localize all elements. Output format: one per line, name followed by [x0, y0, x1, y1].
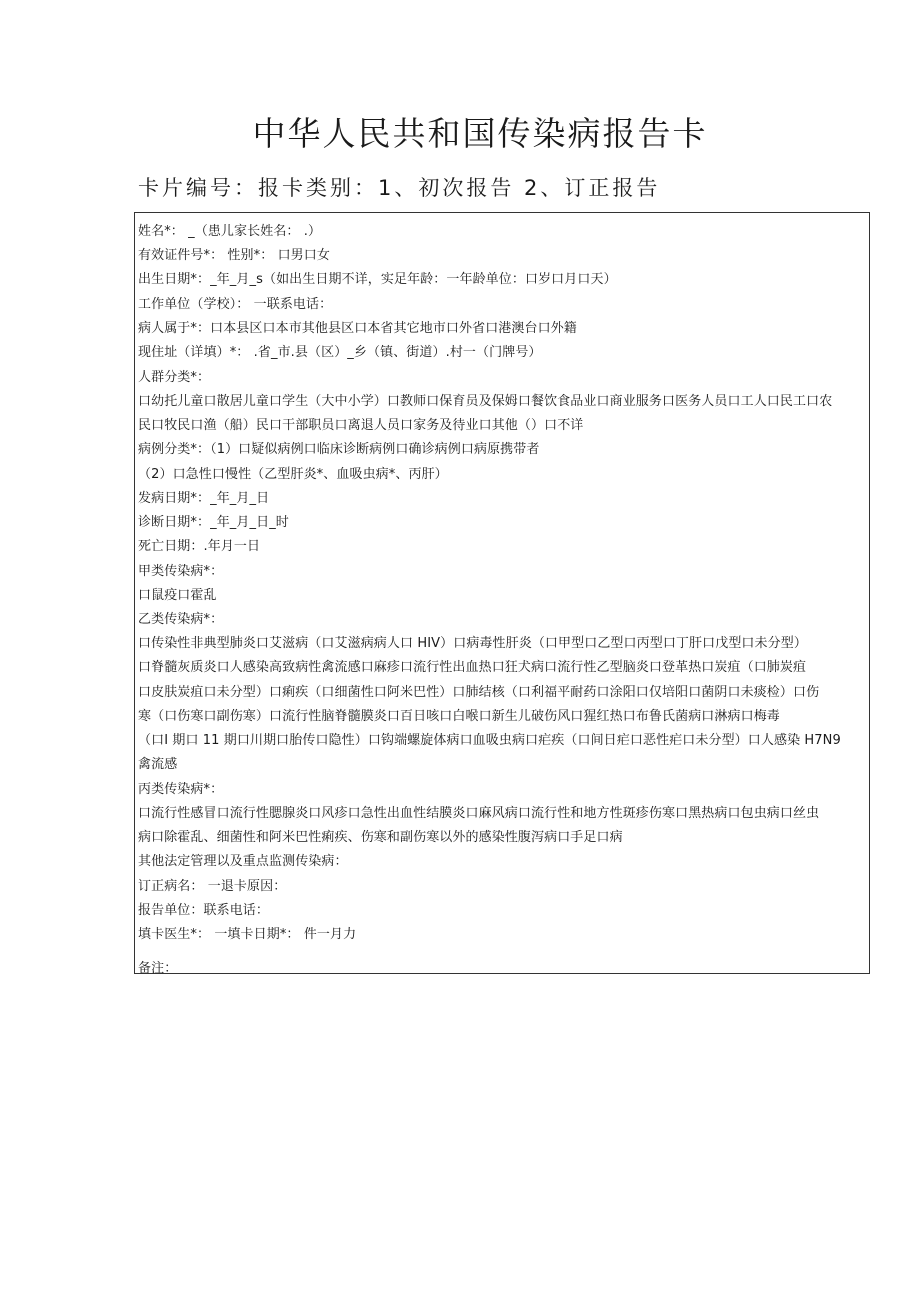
- form-line-case-class-1: 病例分类*：（1）口疑似病例口临床诊断病例口确诊病例口病原携带者: [138, 442, 540, 457]
- form-line-class-c-label: 丙类传染病*：: [138, 782, 224, 797]
- form-line-class-b-label: 乙类传染病*：: [138, 612, 224, 627]
- form-line-workplace: 工作单位（学校）： 一联系电话：: [138, 297, 333, 312]
- card-title: 中华人民共和国传染病报告卡: [252, 114, 708, 153]
- form-line-other-diseases: 其他法定管理以及重点监测传染病：: [138, 854, 348, 869]
- form-line-address: 现住址（详填）*： .省_市.县（区）_乡（镇、街道）.村一（门牌号）: [138, 345, 542, 360]
- form-line-birth-date: 出生日期*：_年_月_s（如出生日期不详，实足年龄：一年龄单位：口岁口月口天）: [138, 272, 617, 287]
- form-line-population-label: 人群分类*：: [138, 370, 211, 385]
- form-line-reporting-doctor: 填卡医生*： 一填卡日期*： 件一月力: [138, 927, 357, 942]
- form-line-class-c-2: 病口除霍乱、细菌性和阿米巴性痢疾、伤寒和副伤寒以外的感染性腹泻病口手足口病: [138, 830, 623, 845]
- card-subtitle: 卡片编号：报卡类别：1、初次报告 2、订正报告: [138, 176, 661, 200]
- report-card-form: [134, 212, 870, 974]
- form-line-population-1: 口幼托儿童口散居儿童口学生（大中小学）口教师口保育员及保姆口餐饮食品业口商业服务口医务人员口工人口民工口农: [138, 394, 833, 409]
- form-line-id-gender: 有效证件号*： 性别*： 口男口女: [138, 248, 330, 263]
- form-line-case-class-2: （2）口急性口慢性（乙型肝炎*、血吸虫病*、丙肝）: [138, 467, 448, 482]
- form-line-class-b-3: 口皮肤炭疽口未分型）口痢疾（口细菌性口阿米巴性）口肺结核（口利福平耐药口涂阳口仅培阳口菌阴口未痰检）口伤: [138, 685, 820, 700]
- form-line-reporting-unit: 报告单位：联系电话：: [138, 903, 270, 918]
- form-line-class-b-4: 寒（口伤寒口副伤寒）口流行性脑脊髓膜炎口百日咳口白喉口新生儿破伤风口猩红热口布鲁氏菌病口淋病口梅毒: [138, 709, 780, 724]
- form-line-name: 姓名*： _（患儿家长姓名： .）: [138, 224, 322, 239]
- form-line-class-b-1: 口传染性非典型肺炎口艾滋病（口艾滋病病人口 HIV）口病毒性肝炎（口甲型口乙型口丙型口丁肝口戊型口未分型）: [138, 636, 807, 651]
- form-line-class-b-6: 禽流感: [138, 757, 178, 772]
- form-line-diagnosis-date: 诊断日期*：_年_月_日_时: [138, 515, 289, 530]
- form-line-remarks: 备注：: [138, 961, 178, 976]
- form-line-class-c-1: 口流行性感冒口流行性腮腺炎口风疹口急性出血性结膜炎口麻风病口流行性和地方性斑疹伤寒口黑热病口包虫病口丝虫: [138, 806, 820, 821]
- form-line-population-2: 民口牧民口渔（船）民口干部职员口离退人员口家务及待业口其他（）口不详: [138, 418, 584, 433]
- form-line-class-a-label: 甲类传染病*：: [138, 564, 224, 579]
- form-line-death-date: 死亡日期：.年月一日: [138, 539, 261, 554]
- form-line-class-a-items: 口鼠疫口霍乱: [138, 588, 217, 603]
- form-line-correction: 订正病名： 一退卡原因：: [138, 879, 287, 894]
- form-line-onset-date: 发病日期*：_年_月_日: [138, 491, 270, 506]
- form-line-class-b-2: 口脊髓灰质炎口人感染高致病性禽流感口麻疹口流行性出血热口狂犬病口流行性乙型脑炎口登革热口炭疽（口肺炭疽: [138, 660, 807, 675]
- form-line-class-b-5: （口I 期口 11 期口川期口胎传口隐性）口钩端螺旋体病口血吸虫病口疟疾（口间日疟口恶性疟口未分型）口人感染 H7N9: [138, 733, 841, 748]
- form-line-patient-origin: 病人属于*：口本县区口本市其他县区口本省其它地市口外省口港澳台口外籍: [138, 321, 577, 336]
